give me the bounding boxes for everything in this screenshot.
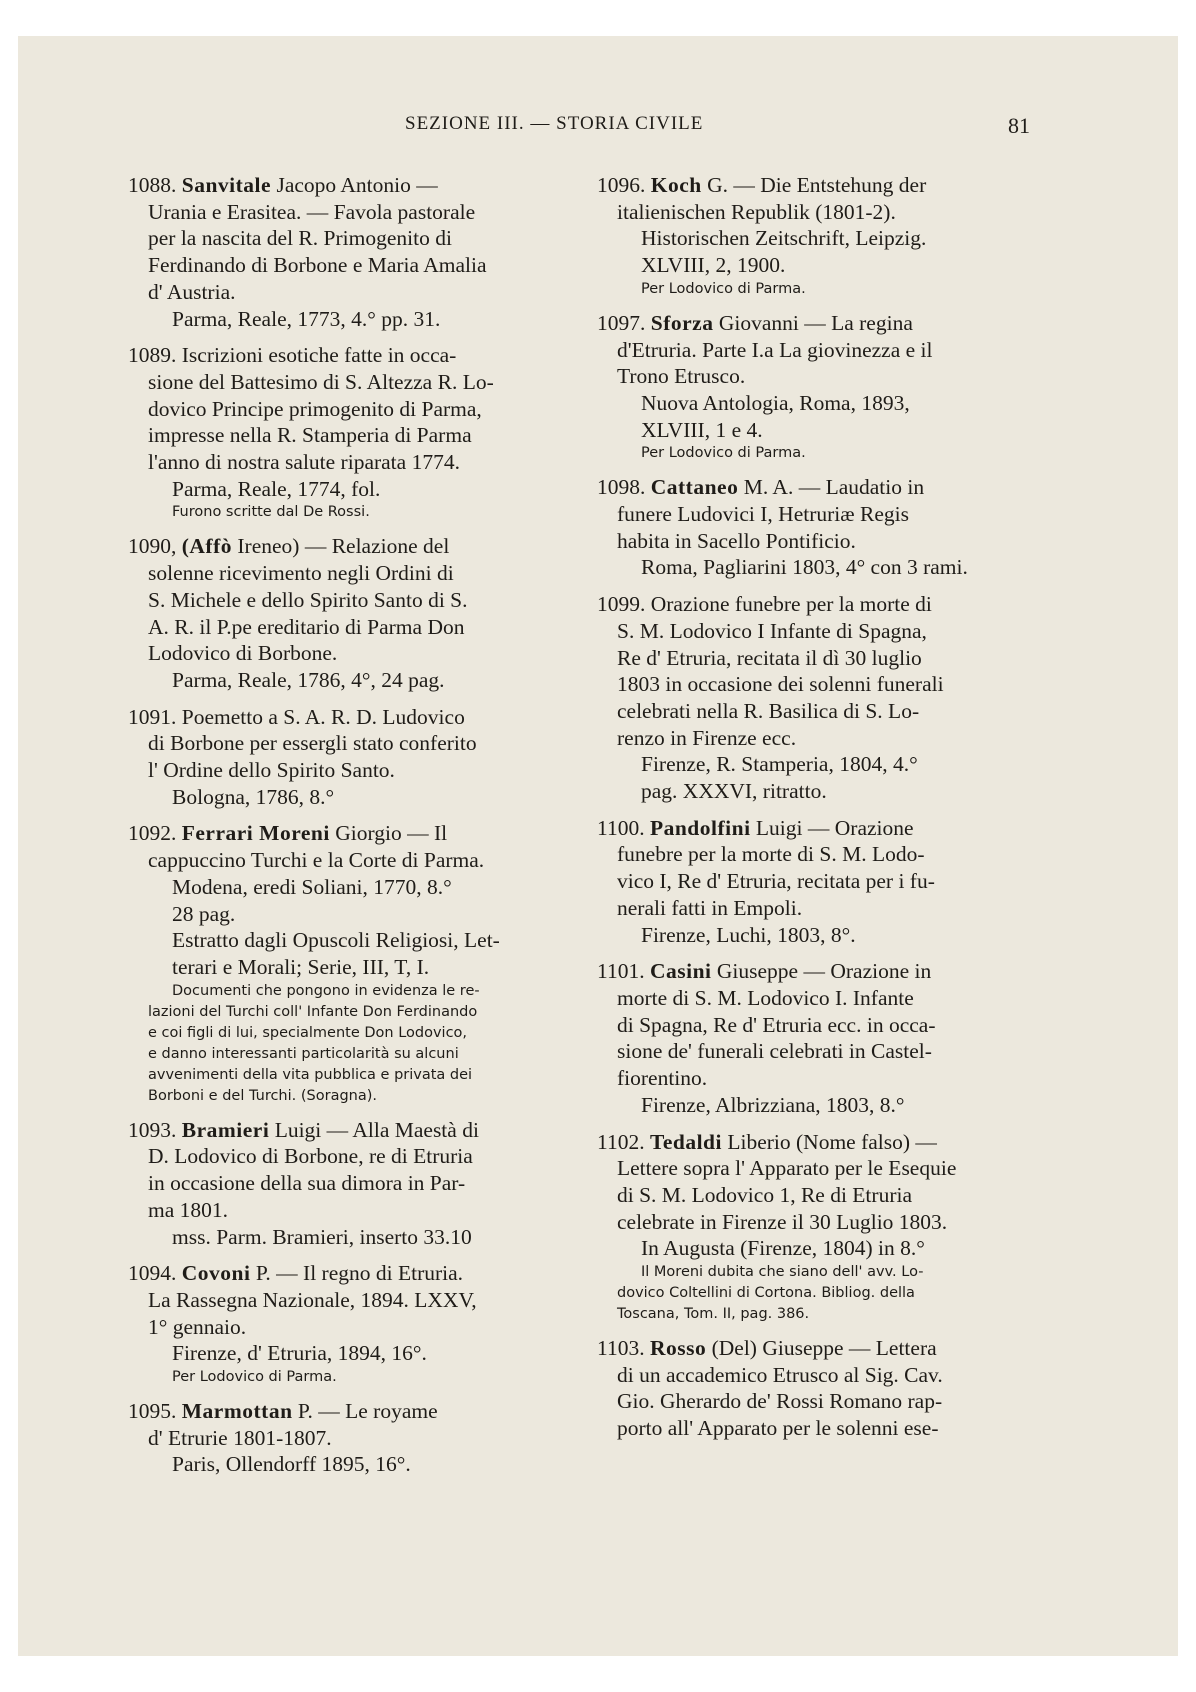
entry-number: 1088. (128, 173, 177, 197)
entry-line: 1803 in occasione dei solenni funerali (617, 672, 944, 697)
entry-line: S. M. Lodovico I Infante di Spagna, (617, 618, 927, 643)
entry-number: 1091. (128, 704, 177, 729)
entry-author: Sforza (650, 310, 714, 335)
entry-number: 1099. (597, 592, 646, 617)
entry-line: solenne ricevimento negli Ordini di (148, 561, 454, 586)
entry-line: l' Ordine dello Spirito Santo. (148, 758, 395, 783)
entry-author: Marmottan (181, 1399, 293, 1424)
entry-line: d'Etruria. Parte I.a La giovinezza e il (617, 337, 933, 362)
entry-line: Trono Etrusco. (617, 364, 746, 389)
bibliography-entry (597, 591, 1045, 805)
entry-first-line (128, 820, 576, 847)
entry-first-line (597, 591, 1045, 618)
entry-first-line (597, 310, 1045, 337)
entry-number: 1095. (128, 1399, 177, 1424)
entry-author: Bramieri (181, 1117, 270, 1142)
entry-first-line (128, 1117, 576, 1144)
entry-line: sione de' funerali celebrati in Castel- (617, 1039, 932, 1064)
entry-number: 1097. (597, 310, 646, 335)
entry-line: 1° gennaio. (148, 1314, 247, 1339)
entry-line: dovico Principe primogenito di Parma, (148, 396, 482, 421)
entry-first-line (597, 958, 1045, 985)
entry-line: di un accademico Etrusco al Sig. Cav. (617, 1362, 943, 1387)
entry-imprint: Nuova Antologia, Roma, 1893, (641, 390, 910, 415)
entry-imprint: XLVIII, 1 e 4. (641, 417, 763, 442)
entry-author: Pandolfini (649, 815, 751, 840)
entry-note: Furono scritte dal De Rossi. (172, 504, 370, 521)
entry-first-line (128, 172, 576, 199)
entry-imprint: Modena, eredi Soliani, 1770, 8.° (172, 874, 452, 899)
entry-line: ma 1801. (148, 1197, 229, 1222)
bibliography-entry (597, 1129, 1045, 1326)
entry-line: in occasione della sua dimora in Par- (148, 1171, 466, 1196)
entry-text: Giuseppe — Orazione in (716, 959, 932, 984)
bibliography-entry (128, 1398, 576, 1478)
bibliography-entry (597, 958, 1045, 1118)
bibliography-entry (597, 815, 1045, 949)
entry-text: M. A. — Laudatio in (743, 475, 925, 500)
entry-note: avvenimenti della vita pubblica e privata dei (148, 1066, 473, 1083)
bibliography-entry (128, 1117, 576, 1251)
entry-number: 1101. (597, 959, 645, 984)
entry-author: Tedaldi (649, 1129, 722, 1154)
entry-text: Orazione funebre per la morte di (650, 592, 932, 617)
entry-first-line (597, 1335, 1045, 1362)
entry-line: celebrate in Firenze il 30 Luglio 1803. (617, 1209, 948, 1234)
entry-author: Sanvitale (181, 173, 272, 197)
entry-text: P. — Le royame (297, 1399, 438, 1424)
entry-line: di Spagna, Re d' Etruria ecc. in occa- (617, 1012, 936, 1037)
entry-first-line (597, 1129, 1045, 1156)
entry-first-line (597, 172, 1045, 199)
entry-line: d' Austria. (148, 279, 236, 304)
entry-note: dovico Coltellini di Cortona. Bibliog. della (617, 1285, 915, 1302)
entry-line: funere Ludovici I, Hetruriæ Regis (617, 502, 909, 527)
bibliography-entry (128, 704, 576, 811)
entry-text: Jacopo Antonio — (276, 173, 438, 197)
bibliography-entry (128, 533, 576, 693)
entry-line: porto all' Apparato per le solenni ese- (617, 1416, 939, 1441)
entry-line: Ferdinando di Borbone e Maria Amalia (148, 253, 487, 278)
bibliography-entry (128, 820, 576, 1106)
entry-line: sione del Battesimo di S. Altezza R. Lo- (148, 369, 494, 394)
entry-imprint: 28 pag. (172, 901, 236, 926)
entry-line: habita in Sacello Pontificio. (617, 528, 856, 553)
entry-imprint: Parma, Reale, 1774, fol. (172, 476, 381, 501)
entry-line: Lettere sopra l' Apparato per le Esequie (617, 1156, 957, 1181)
entry-imprint: Roma, Pagliarini 1803, 4° con 3 rami. (641, 555, 968, 580)
entry-line: cappuccino Turchi e la Corte di Parma. (148, 848, 485, 873)
entry-line: Re d' Etruria, recitata il dì 30 luglio (617, 645, 922, 670)
entry-note: Documenti che pongono in evidenza le re- (172, 982, 480, 999)
bibliography-entry (128, 172, 576, 332)
entry-text: Iscrizioni esotiche fatte in occa- (181, 343, 457, 368)
entry-text: Ireneo) — Relazione del (237, 534, 450, 559)
entry-imprint: Historischen Zeitschrift, Leipzig. (641, 226, 927, 251)
entry-line: di S. M. Lodovico 1, Re di Etruria (617, 1182, 912, 1207)
entry-note: Il Moreni dubita che siano dell' avv. Lo- (641, 1264, 924, 1281)
entry-note: Toscana, Tom. II, pag. 386. (617, 1306, 810, 1323)
entry-line: La Rassegna Nazionale, 1894. LXXV, (148, 1287, 477, 1312)
entry-line: impresse nella R. Stamperia di Parma (148, 423, 472, 448)
entry-line: Lodovico di Borbone. (148, 641, 338, 666)
entry-number: 1090, (128, 534, 177, 559)
entry-number: 1103. (597, 1336, 645, 1361)
entry-first-line (128, 1260, 576, 1287)
bibliography-entry (128, 1260, 576, 1388)
entry-line: A. R. il P.pe ereditario di Parma Don (148, 614, 465, 639)
entry-text: G. — Die Entstehung der (707, 173, 927, 197)
entry-line: per la nascita del R. Primogenito di (148, 226, 452, 251)
entry-note: lazioni del Turchi coll' Infante Don Ferdinando (148, 1003, 478, 1020)
entry-first-line (128, 342, 576, 369)
bibliography-entry (597, 474, 1045, 581)
entry-line: celebrati nella R. Basilica di S. Lo- (617, 698, 920, 723)
entry-line: di Borbone per essergli stato conferito (148, 731, 477, 756)
entry-imprint: Paris, Ollendorff 1895, 16°. (172, 1452, 411, 1477)
entry-text: Luigi — Orazione (755, 815, 914, 840)
entry-number: 1096. (597, 173, 646, 197)
entry-line: morte di S. M. Lodovico I. Infante (617, 985, 914, 1010)
entry-number: 1089. (128, 343, 177, 368)
entry-imprint: Estratto dagli Opuscoli Religiosi, Let- (172, 928, 500, 953)
running-title: SEZIONE III. — STORIA CIVILE (405, 113, 704, 134)
entry-imprint: Firenze, R. Stamperia, 1804, 4.° (641, 752, 918, 777)
entry-text: (Del) Giuseppe — Lettera (711, 1336, 937, 1361)
entry-note: Per Lodovico di Parma. (641, 280, 806, 297)
entry-line: renzo in Firenze ecc. (617, 725, 797, 750)
entry-text: Poemetto a S. A. R. D. Ludovico (181, 704, 465, 729)
entry-number: 1092. (128, 821, 177, 846)
entry-line: nerali fatti in Empoli. (617, 895, 803, 920)
entry-imprint: Firenze, Albrizziana, 1803, 8.° (641, 1092, 905, 1117)
entry-imprint: terari e Morali; Serie, III, T, I. (172, 954, 430, 979)
entry-line: Gio. Gherardo de' Rossi Romano rap- (617, 1389, 943, 1414)
entry-author: Koch (650, 173, 702, 197)
page-number: 81 (1008, 113, 1030, 138)
entry-line: l'anno di nostra salute riparata 1774. (148, 450, 460, 475)
entry-line: D. Lodovico di Borbone, re di Etruria (148, 1144, 473, 1169)
entry-author: Ferrari Moreni (181, 821, 330, 846)
left-column (128, 172, 576, 1488)
entry-author: Casini (649, 959, 712, 984)
entry-first-line (128, 1398, 576, 1425)
entry-line: italienischen Republik (1801-2). (617, 199, 896, 224)
entry-number: 1098. (597, 475, 646, 500)
entry-line: S. Michele e dello Spirito Santo di S. (148, 587, 468, 612)
entry-imprint: Firenze, Luchi, 1803, 8°. (641, 922, 856, 947)
entry-imprint: pag. XXXVI, ritratto. (641, 779, 827, 804)
entry-imprint: Bologna, 1786, 8.° (172, 784, 335, 809)
entry-imprint: Parma, Reale, 1773, 4.° pp. 31. (172, 306, 441, 331)
entry-author: Rosso (649, 1336, 707, 1361)
entry-line: funebre per la morte di S. M. Lodo- (617, 842, 925, 867)
entry-text: Giorgio — Il (335, 821, 448, 846)
entry-line: d' Etrurie 1801-1807. (148, 1425, 332, 1450)
entry-imprint: Firenze, d' Etruria, 1894, 16°. (172, 1341, 427, 1366)
bibliography-entry (128, 342, 576, 523)
entry-author: (Affò (181, 534, 233, 559)
entry-imprint: XLVIII, 2, 1900. (641, 253, 786, 278)
entry-number: 1102. (597, 1129, 645, 1154)
entry-number: 1094. (128, 1261, 177, 1286)
entry-first-line (128, 704, 576, 731)
entry-author: Covoni (181, 1261, 251, 1286)
entry-text: Giovanni — La regina (718, 310, 913, 335)
bibliography-entry (597, 1335, 1045, 1442)
entry-imprint: In Augusta (Firenze, 1804) in 8.° (641, 1236, 925, 1261)
entry-author: Cattaneo (650, 475, 739, 500)
entry-text: Luigi — Alla Maestà di (274, 1117, 479, 1142)
entry-imprint: mss. Parm. Bramieri, inserto 33.10 (172, 1224, 472, 1249)
bibliography-entry (597, 310, 1045, 465)
entry-note: e danno interessanti particolarità su alcuni (148, 1045, 459, 1062)
entry-note: Borboni e del Turchi. (Soragna). (148, 1087, 377, 1104)
entry-note: Per Lodovico di Parma. (641, 445, 806, 462)
entry-note: Per Lodovico di Parma. (172, 1369, 337, 1386)
entry-number: 1100. (597, 815, 645, 840)
bibliography-entry (597, 172, 1045, 300)
entry-number: 1093. (128, 1117, 177, 1142)
entry-text: Liberio (Nome falso) — (727, 1129, 937, 1154)
entry-first-line (128, 533, 576, 560)
entry-note: e coi figli di lui, specialmente Don Lodovico, (148, 1024, 468, 1041)
right-column (597, 172, 1045, 1452)
entry-first-line (597, 474, 1045, 501)
entry-imprint: Parma, Reale, 1786, 4°, 24 pag. (172, 667, 445, 692)
entry-line: vico I, Re d' Etruria, recitata per i fu- (617, 869, 935, 894)
entry-line: Urania e Erasitea. — Favola pastorale (148, 199, 476, 224)
entry-first-line (597, 815, 1045, 842)
entry-line: fiorentino. (617, 1066, 708, 1091)
entry-text: P. — Il regno di Etruria. (255, 1261, 464, 1286)
